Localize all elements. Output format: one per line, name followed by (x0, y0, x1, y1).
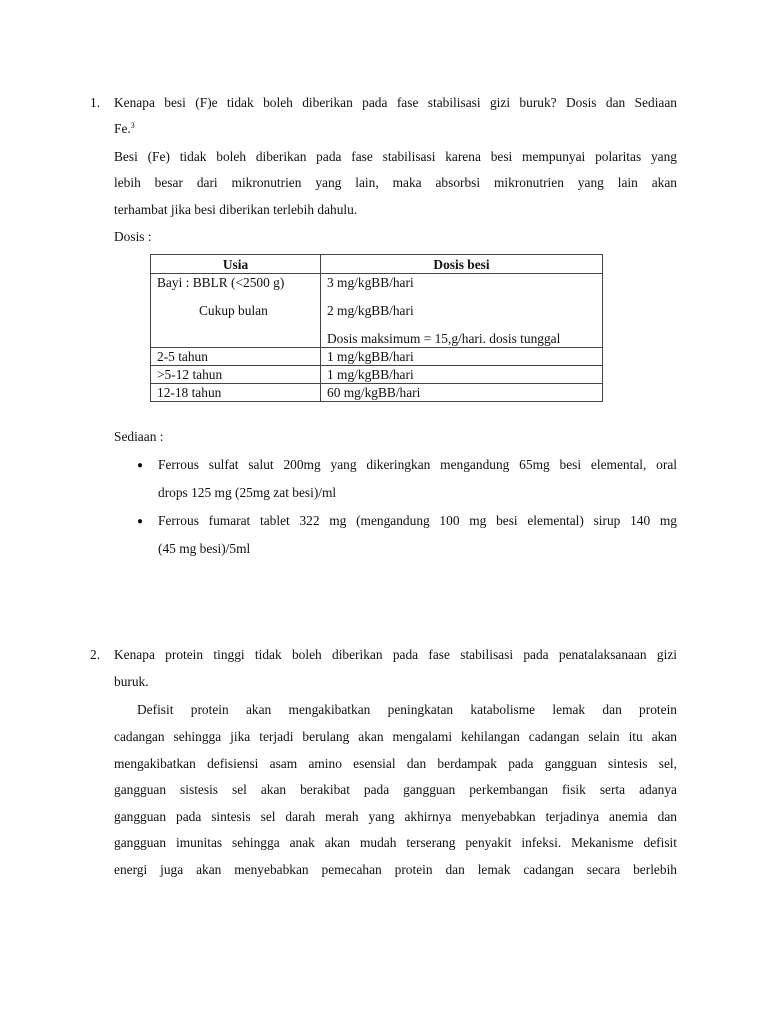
q1-question-line2 (114, 121, 677, 137)
q2-number: 2. (90, 647, 101, 662)
q1-answer-line: lebih besar dari mikronutrien yang lain, maka absorbsi mikronutrien yang lain akan (114, 175, 677, 190)
q2-answer-line: gangguan pada sintesis sel darah merah yang akhirnya menyebabkan terjadinya anemia dan (114, 809, 677, 824)
dosis-table (150, 254, 603, 402)
q2-answer-line: gangguan sistesis sel akan berakibat pada gangguan perkembangan fisik serta adanya (114, 782, 677, 797)
q1-answer-line: terhambat jika besi diberikan terlebih dahulu. (114, 202, 358, 217)
table-cell-dosis (321, 274, 603, 348)
usia-bblr: Bayi : BBLR (<2500 g) (157, 275, 285, 290)
q2-question-line1: Kenapa protein tinggi tidak boleh diberikan pada fase stabilisasi pada penatalaksanaan gizi (114, 647, 677, 662)
dosis-maksimum: Dosis maksimum = 15,g/hari. dosis tunggal (327, 331, 561, 346)
table-row (151, 384, 603, 402)
sediaan-item-line: (45 mg besi)/5ml (158, 541, 251, 556)
q1-number: 1. (90, 95, 101, 110)
q2-question-line2: buruk. (114, 674, 149, 689)
usia-cukup-bulan: Cukup bulan (199, 303, 268, 318)
q1-question-line2-text: Fe. (114, 121, 131, 136)
table-cell-usia (151, 274, 321, 348)
sediaan-label: Sediaan : (114, 429, 164, 444)
bullet-icon: ● (137, 516, 144, 527)
q1-question-line1: Kenapa besi (F)e tidak boleh diberikan pada fase stabilisasi gizi buruk? Dosis dan Sediaan (114, 95, 677, 110)
table-cell-dosis: 1 mg/kgBB/hari (321, 348, 603, 366)
table-header-dosis: Dosis besi (321, 255, 603, 274)
q2-answer-line: cadangan sehingga jika terjadi berulang akan mengalami kehilangan cadangan selain itu akan (114, 729, 677, 744)
q1-citation: 3 (130, 121, 135, 130)
q2-answer-line: Defisit protein akan mengakibatkan peningkatan katabolisme lemak dan protein (137, 702, 677, 717)
q2-answer-line: energi juga akan menyebabkan pemecahan protein dan lemak cadangan secara berlebih (114, 862, 677, 877)
dosis-cukup-bulan: 2 mg/kgBB/hari (327, 303, 414, 318)
table-header-usia: Usia (151, 255, 321, 274)
table-cell-usia: >5-12 tahun (151, 366, 321, 384)
bullet-icon: ● (137, 460, 144, 471)
q2-answer-line: gangguan imunitas sehingga anak akan mudah terserang penyakit infeksi. Mekanisme defisit (114, 835, 677, 850)
q2-answer-line: mengakibatkan defisiensi asam amino esensial dan berdampak pada gangguan sintesis sel, (114, 756, 677, 771)
dosis-label: Dosis : (114, 229, 152, 244)
table-header-row (151, 255, 603, 274)
dosis-bblr: 3 mg/kgBB/hari (327, 275, 414, 290)
sediaan-item-line: Ferrous fumarat tablet 322 mg (mengandung 100 mg besi elemental) sirup 140 mg (158, 513, 677, 528)
table-cell-dosis: 60 mg/kgBB/hari (321, 384, 603, 402)
sediaan-item-line: drops 125 mg (25mg zat besi)/ml (158, 485, 337, 500)
table-cell-usia: 2-5 tahun (151, 348, 321, 366)
sediaan-item-line: Ferrous sulfat salut 200mg yang dikeringkan mengandung 65mg besi elemental, oral (158, 457, 677, 472)
table-cell-usia: 12-18 tahun (151, 384, 321, 402)
q1-answer-line: Besi (Fe) tidak boleh diberikan pada fase stabilisasi karena besi mempunyai polaritas yang (114, 149, 677, 164)
table-row (151, 348, 603, 366)
table-row (151, 366, 603, 384)
table-cell-dosis: 1 mg/kgBB/hari (321, 366, 603, 384)
table-row (151, 274, 603, 348)
